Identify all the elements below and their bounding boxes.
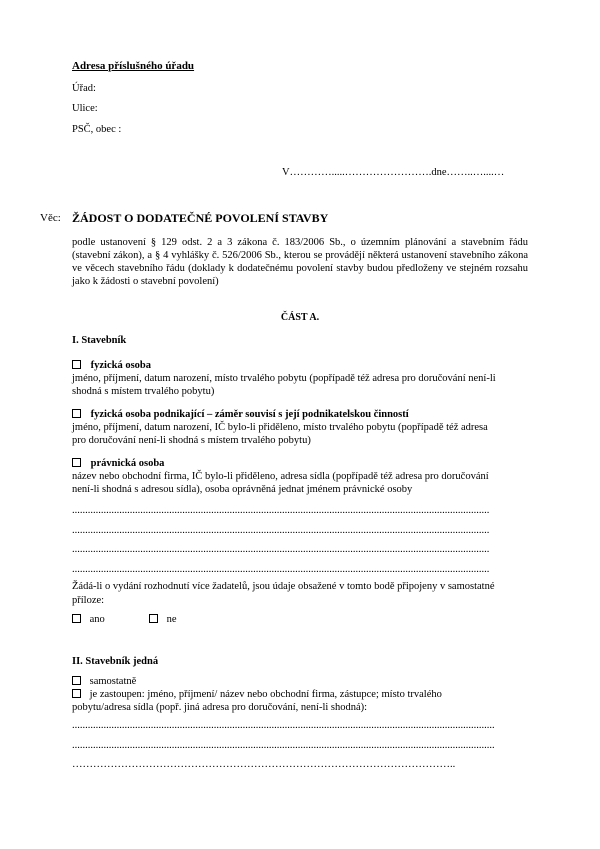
checkbox-alone[interactable] (72, 676, 81, 685)
multiple-applicants-question-cont: příloze: (72, 595, 105, 606)
subject-body: podle ustanovení § 129 odst. 2 a 3 zákona č. 183/2006 Sb., o územním plánování a stavebním řádu (stavební zákon), a § 4 vyhlášky č. 526/2006 Sb., kterou se provádějí některá ustanovení stavebního zákona ve věcech stavebního řádu (doklady k dodatečnému povolení stavby budou předloženy ve stejném rozsahu jako k žádosti o stavební povolení) (72, 237, 528, 287)
checkbox-business-person[interactable] (72, 409, 81, 418)
alone-label: samostatně (89, 676, 137, 687)
part-title: ČÁST A. (280, 312, 320, 323)
option-natural-person[interactable] (72, 360, 151, 371)
yes-label: ano (89, 614, 105, 625)
option-desc: není-li shodná s adresou sídla), osoba oprávněná jednat jménem právnické osoby (72, 484, 413, 495)
option-desc: název nebo obchodní firma, IČ bylo-li přiděleno, adresa sídla (popřípadě též adresa pro doručování (72, 471, 489, 482)
multiple-applicants-question: Žádá-li o vydání rozhodnutí více žadatelů, jsou údaje obsažené v tomto bodě připojeny v samostatné (72, 581, 495, 592)
fill-line[interactable]: ……………………………………………………………………………………………….. (72, 759, 456, 770)
fill-line[interactable]: ............................................................................................................................................................... (72, 505, 490, 516)
subject-title: ŽÁDOST O DODATEČNÉ POVOLENÍ STAVBY (72, 211, 329, 225)
street-label: Ulice: (72, 103, 98, 114)
section2-title: II. Stavebník jedná (72, 656, 159, 667)
fill-line[interactable]: ................................................................................................................................................................. (72, 720, 495, 731)
option-desc: jméno, příjmení, datum narození, místo trvalého pobytu (popřípadě též adresa pro doručování není-li (72, 373, 496, 384)
office-heading: Adresa příslušného úřadu (72, 60, 195, 72)
checkbox-natural-person[interactable] (72, 360, 81, 369)
checkbox-yes[interactable] (72, 614, 81, 623)
checkbox-legal-entity[interactable] (72, 458, 81, 467)
fill-line[interactable]: ................................................................................................................................................................. (72, 740, 495, 751)
option-business-person[interactable] (72, 409, 409, 420)
checkbox-represented[interactable] (72, 689, 81, 698)
section1-title: I. Stavebník (72, 335, 127, 346)
option-label: fyzická osoba podnikající – záměr souvisí s její podnikatelskou činností (90, 409, 409, 420)
fill-line[interactable]: ............................................................................................................................................................... (72, 525, 490, 536)
option-desc: pro doručování není-li shodná s místem trvalého pobytu) (72, 435, 311, 446)
option-label: právnická osoba (90, 458, 165, 469)
office-label: Úřad: (72, 83, 96, 94)
subject-label: Věc: (40, 212, 61, 224)
place-date-line: V………….....…………………….dne……..…....… (282, 167, 505, 178)
represented-label-cont: pobytu/adresa sídla (popř. jiná adresa pro doručování, není-li shodná): (72, 702, 368, 713)
option-desc: shodná s místem trvalého pobytu) (72, 386, 215, 397)
no-label: ne (166, 614, 177, 625)
fill-line[interactable]: ............................................................................................................................................................... (72, 564, 490, 575)
checkbox-no[interactable] (149, 614, 158, 623)
option-represented[interactable] (72, 688, 442, 701)
represented-label: je zastoupen: jméno, příjmení/ název nebo obchodní firma, zástupce; místo trvalého (89, 689, 442, 700)
option-legal-entity[interactable] (72, 458, 164, 469)
fill-line[interactable]: ............................................................................................................................................................... (72, 544, 490, 555)
option-desc: jméno, příjmení, datum narození, IČ bylo-li přiděleno, místo trvalého pobytu (popřípadě též adresa (72, 422, 488, 433)
zip-city-label: PSČ, obec : (72, 124, 122, 135)
option-label: fyzická osoba (90, 360, 151, 371)
option-no[interactable] (149, 614, 177, 625)
option-yes[interactable] (72, 614, 105, 625)
option-alone[interactable] (72, 675, 136, 688)
